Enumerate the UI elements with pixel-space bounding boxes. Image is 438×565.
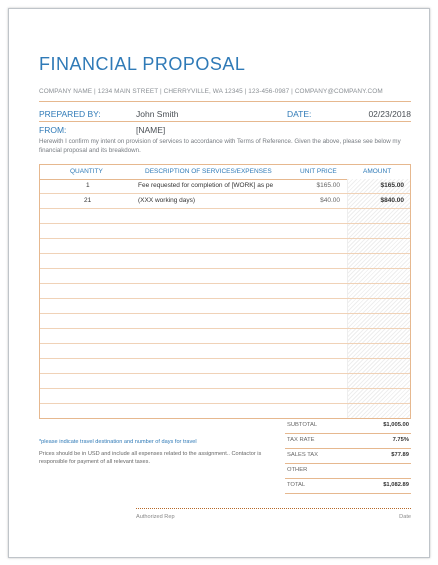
quantity-header: QUANTITY <box>70 168 103 175</box>
row-quantity: 21 <box>84 197 92 204</box>
row-description: (XXX working days) <box>138 197 196 204</box>
subtotal-value: $1,005.00 <box>383 422 409 428</box>
document-page <box>8 8 430 558</box>
amount-header: AMOUNT <box>363 168 392 175</box>
row-description: Fee requested for completion of [WORK] as pe <box>138 182 274 189</box>
table-row-empty[interactable] <box>40 284 410 299</box>
from-label: FROM: <box>39 125 67 135</box>
sales-tax-row <box>285 448 411 464</box>
unit-price-header: UNIT PRICE <box>300 168 337 175</box>
subtotal-row <box>285 418 411 434</box>
table-row-empty[interactable] <box>40 269 410 284</box>
table-row-empty[interactable] <box>40 239 410 254</box>
intro-paragraph: Herewith I confirm my intent on provision of services to accordance with Terms of Reference. Given the above, please see below my financial proposal and its breakdown. <box>39 138 401 154</box>
description-header: DESCRIPTION OF SERVICES/EXPENSES <box>145 168 272 175</box>
row-unit-price: $40.00 <box>320 197 340 204</box>
table-row-empty[interactable] <box>40 329 410 344</box>
sales-tax-value: $77.89 <box>391 452 409 458</box>
date-label: DATE: <box>287 109 312 119</box>
table-row-empty[interactable] <box>40 254 410 269</box>
header-divider <box>39 101 411 102</box>
prepared-by-label: PREPARED BY: <box>39 109 101 119</box>
total-label: TOTAL <box>287 482 306 488</box>
from-value[interactable]: [NAME] <box>136 125 166 135</box>
tax-rate-value[interactable]: 7.75% <box>392 437 409 443</box>
signature-date-label: Date <box>399 514 411 520</box>
tax-rate-row <box>285 433 411 449</box>
row-quantity: 1 <box>86 182 90 189</box>
row-amount: $165.00 <box>380 182 404 189</box>
table-row-empty[interactable] <box>40 209 410 224</box>
table-row-empty[interactable] <box>40 314 410 329</box>
travel-note: *please indicate travel destination and number of days for travel <box>39 439 197 445</box>
table-row-empty[interactable] <box>40 359 410 374</box>
date-value[interactable]: 02/23/2018 <box>368 109 411 119</box>
table-row-empty[interactable] <box>40 374 410 389</box>
total-row <box>285 478 411 494</box>
table-row-empty[interactable] <box>40 299 410 314</box>
company-info-line: COMPANY NAME | 1234 MAIN STREET | CHERRYVILLE, WA 12345 | 123-456-0987 | COMPANY@COMPANY.COM <box>39 88 383 95</box>
tax-rate-label: TAX RATE <box>287 437 315 443</box>
table-row[interactable] <box>40 179 410 194</box>
info-divider <box>39 121 411 122</box>
total-value: $1,082.89 <box>383 482 409 488</box>
authorized-rep-label: Authorized Rep <box>136 514 175 520</box>
table-row-empty[interactable] <box>40 224 410 239</box>
other-label: OTHER <box>287 467 308 473</box>
table-row[interactable] <box>40 194 410 209</box>
services-table <box>39 164 411 419</box>
table-row-empty[interactable] <box>40 344 410 359</box>
prices-note: Prices should be in USD and include all expenses related to the assignment.. Contactor is responsible for payment of all relevant taxes. <box>39 451 262 465</box>
document-title: FINANCIAL PROPOSAL <box>39 54 246 74</box>
prepared-by-value[interactable]: John Smith <box>136 109 179 119</box>
signature-line <box>136 508 411 509</box>
other-row <box>285 463 411 479</box>
table-row-empty[interactable] <box>40 404 410 418</box>
table-row-empty[interactable] <box>40 389 410 404</box>
row-unit-price: $165.00 <box>316 182 340 189</box>
sales-tax-label: SALES TAX <box>287 452 319 458</box>
table-header <box>40 165 410 180</box>
row-amount: $840.00 <box>380 197 404 204</box>
subtotal-label: SUBTOTAL <box>287 422 318 428</box>
